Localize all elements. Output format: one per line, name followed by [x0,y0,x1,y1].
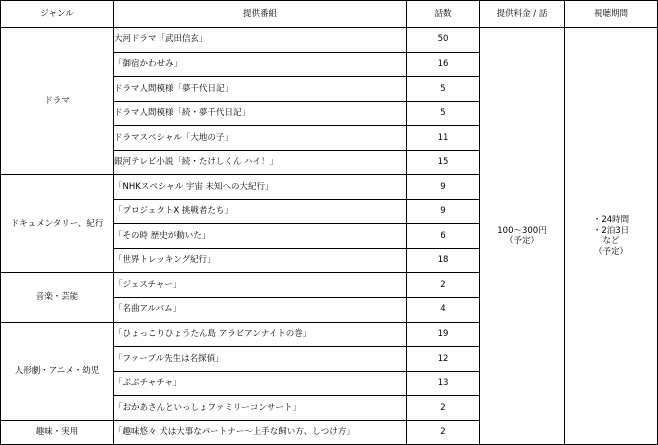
episodes-cell: 11 [407,126,480,151]
period-note: （予定） [593,246,628,257]
program-cell: 「趣味悠々 犬は大事なパートナー～上手な飼い方、しつけ方」 [114,420,407,445]
episodes-cell: 2 [407,273,480,298]
program-cell: ドラマ人間模様「続・夢千代日記」 [114,101,407,126]
episodes-cell: 6 [407,224,480,249]
header-episodes: 話数 [407,1,480,28]
genre-cell-music: 音楽・芸能 [1,273,114,322]
episodes-cell: 19 [407,322,480,347]
episodes-cell: 2 [407,396,480,421]
header-genre: ジャンル [1,1,114,28]
period-line-2night: ・2泊3日 [592,225,630,236]
price-cell [480,28,565,445]
header-program: 提供番組 [114,1,407,28]
episodes-cell: 18 [407,248,480,273]
program-cell: 「ぶぶチャチャ」 [114,371,407,396]
episodes-cell: 15 [407,150,480,175]
genre-cell-documentary: ドキュメンタリー、紀行 [1,175,114,273]
period-line-etc: など [602,236,620,247]
header-row [1,1,658,28]
episodes-cell: 4 [407,298,480,323]
episodes-cell: 9 [407,199,480,224]
program-cell: 「プロジェクトX 挑戦者たち」 [114,199,407,224]
episodes-cell: 5 [407,101,480,126]
program-cell: 「御宿かわせみ」 [114,52,407,77]
program-cell: 「名曲アルバム」 [114,298,407,323]
genre-cell-hobby: 趣味・実用 [1,420,114,445]
episodes-cell: 16 [407,52,480,77]
program-cell: 「ジェスチャー」 [114,273,407,298]
program-cell: 「ファーブル先生は名探偵」 [114,347,407,372]
period-line-24h: ・24時間 [592,214,630,225]
price-line: 100～300円 [497,225,547,236]
program-cell: 「NHKスペシャル 宇宙 未知への大紀行」 [114,175,407,200]
header-price: 提供料金 / 話 [480,1,565,28]
program-cell: ドラマスペシャル「大地の子」 [114,126,407,151]
program-cell: ドラマ人間模様「夢千代日記」 [114,77,407,102]
program-cell: 「世界トレッキング紀行」 [114,248,407,273]
episodes-cell: 50 [407,28,480,53]
header-period: 視聴期間 [565,1,658,28]
program-cell: 大河ドラマ「武田信玄」 [114,28,407,53]
program-cell: 銀河テレビ小説「続・たけしくん ハイ！」 [114,150,407,175]
program-cell: 「その時 歴史が動いた」 [114,224,407,249]
period-cell [565,28,658,445]
episodes-cell: 2 [407,420,480,445]
table-row [1,28,658,53]
episodes-cell: 9 [407,175,480,200]
episodes-cell: 13 [407,371,480,396]
episodes-cell: 12 [407,347,480,372]
price-note: （予定） [504,236,539,247]
program-cell: 「おかあさんといっしょファミリーコンサート」 [114,396,407,421]
genre-cell-drama: ドラマ [1,28,114,175]
program-cell: 「ひょっこりひょうたん島 アラビアンナイトの巻」 [114,322,407,347]
genre-cell-kids: 人形劇・アニメ・幼児 [1,322,114,420]
episodes-cell: 5 [407,77,480,102]
